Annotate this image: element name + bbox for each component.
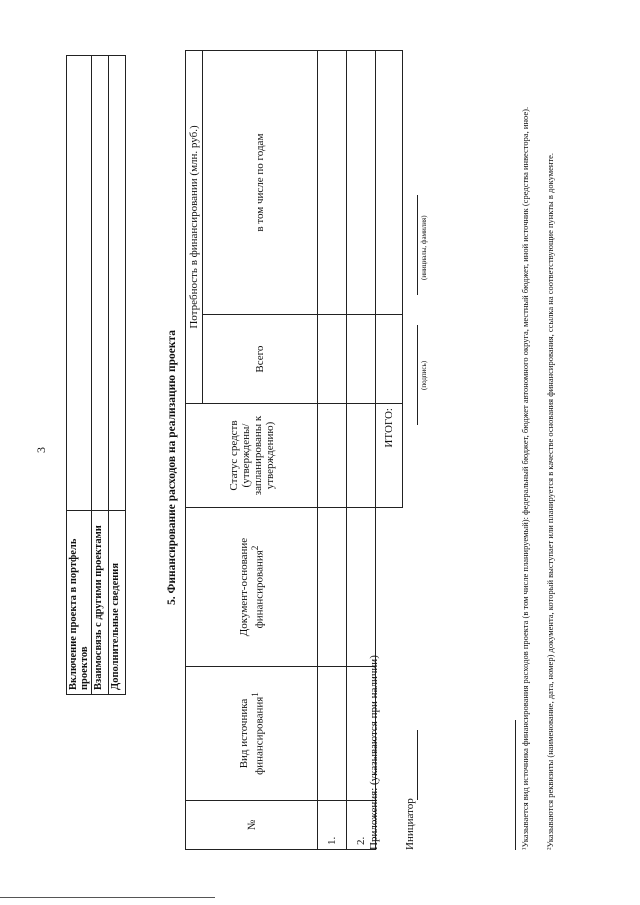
extra-label: Дополнительные сведения — [109, 511, 126, 695]
name-caption: (инициалы, фамилия) — [420, 215, 428, 280]
links-label: Взаимосвязь с другими проектами — [92, 511, 109, 695]
bottom-rule — [0, 897, 215, 898]
signature-line — [417, 325, 418, 425]
col-doc-header: Документ-основание финансирования$^2$ — [186, 508, 318, 667]
portfolio-label: Включение проекта в портфель проектов — [67, 511, 92, 695]
page-number: 3 — [34, 447, 48, 453]
extra-value — [109, 56, 126, 511]
attachments-note: Приложения: (указываются при наличии) — [368, 655, 380, 850]
footnote-2: ²Указываются реквизиты (наименование, дата, номер) документа, который выступает или планируется в качестве основания финансирования, ссылка на соответствующие пункты в документе. — [545, 152, 555, 850]
table-row — [67, 56, 92, 695]
col-status-header: Статус средств (утверждены/запланированы к утверждению) — [186, 404, 318, 508]
portfolio-value — [67, 56, 92, 511]
row-number: 2. — [347, 801, 376, 850]
table-header-row — [186, 51, 203, 850]
name-line — [417, 195, 418, 295]
col-total-header: Всего — [203, 315, 318, 404]
col-num-header: № — [186, 801, 318, 850]
portfolio-table — [66, 55, 126, 695]
signature-caption: (подпись) — [420, 360, 428, 390]
col-source-header: Вид источника финансирования$^1$ — [186, 667, 318, 801]
col-need-header: Потребность в финансировании (млн. руб.) — [186, 51, 203, 404]
row-number: 1. — [318, 801, 347, 850]
total-label: ИТОГО: — [376, 404, 403, 508]
footnote-1: ¹Указывается вид источника финансирования расходов проекта (в том числе планируемый): федеральный бюджет, бюджет автономного округа, местный бюджет, иной источник (средства инвестора, иное). — [520, 106, 530, 850]
initiator-line — [417, 730, 418, 800]
initiator-label: Инициатор — [404, 798, 416, 850]
table-row — [109, 56, 126, 695]
table-row — [92, 56, 109, 695]
col-years-header: в том числе по годам — [203, 51, 318, 315]
table-row — [318, 51, 347, 850]
footnote-separator — [515, 720, 516, 850]
section-title: 5. Финансирование расходов на реализацию проекта — [166, 330, 178, 605]
links-value — [92, 56, 109, 511]
